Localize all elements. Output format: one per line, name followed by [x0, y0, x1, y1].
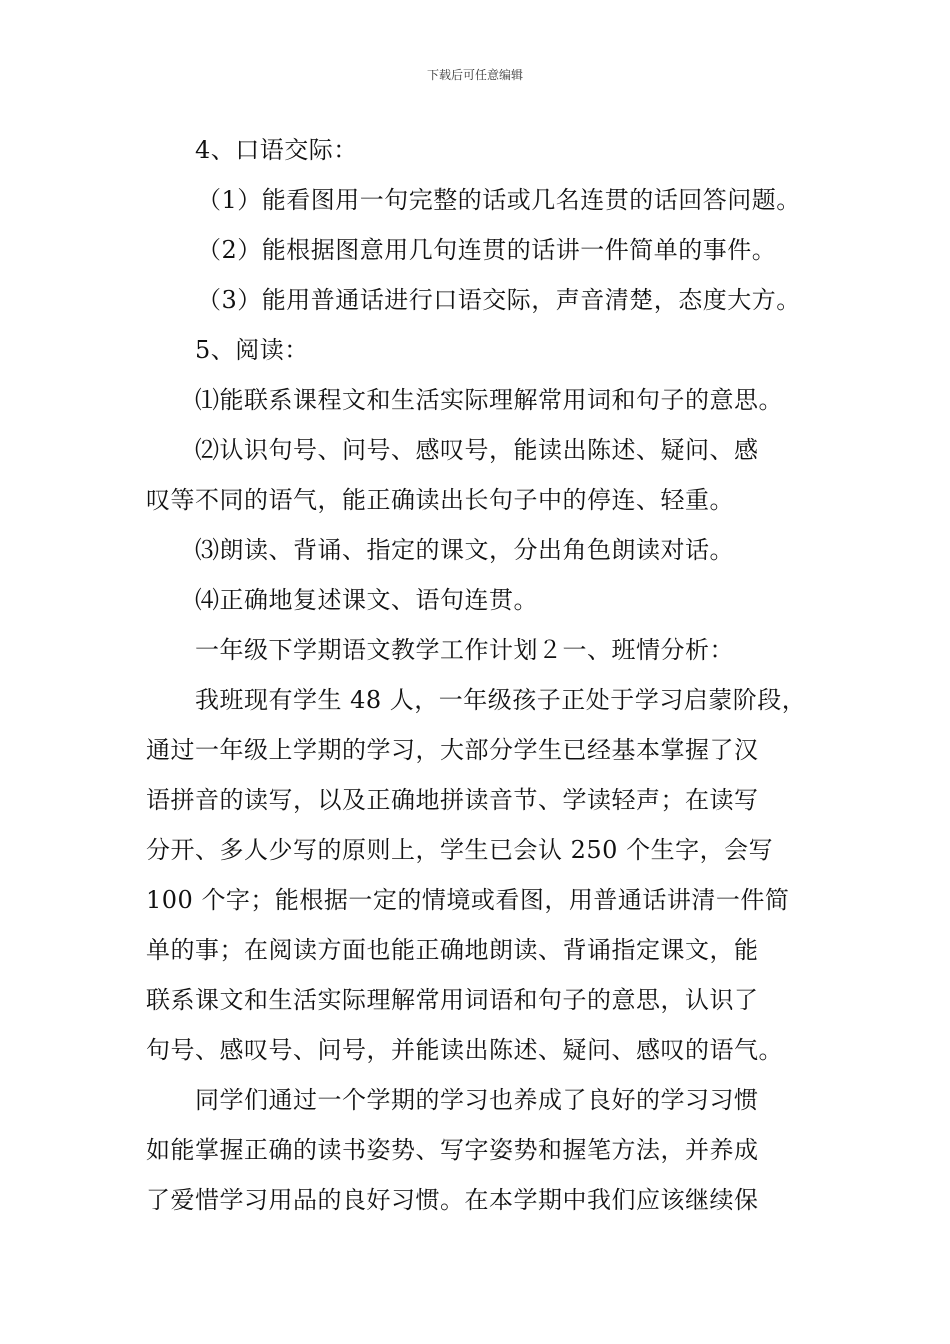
section-heading-speaking: 4、口语交际：	[195, 136, 358, 164]
paragraph-line: ⑷正确地复述课文、语句连贯。	[195, 586, 538, 614]
paragraph-line: 句号、感叹号、问号，并能读出陈述、疑问、感叹的语气。	[146, 1036, 783, 1064]
paragraph-line: 通过一年级上学期的学习，大部分学生已经基本掌握了汉	[146, 736, 759, 764]
paragraph-line: （1）能看图用一句完整的话或几名连贯的话回答问题。	[197, 186, 801, 214]
page-header-note: 下载后可任意编辑	[426, 68, 523, 82]
paragraph-line: （2）能根据图意用几句连贯的话讲一件简单的事件。	[197, 236, 777, 264]
section-heading-reading: 5、阅读：	[195, 336, 309, 364]
paragraph-line: 我班现有学生 48 人，一年级孩子正处于学习启蒙阶段，	[195, 686, 807, 714]
paragraph-line: 联系课文和生活实际理解常用词语和句子的意思，认识了	[146, 986, 759, 1014]
paragraph-line: 语拼音的读写，以及正确地拼读音节、学读轻声；在读写	[146, 786, 759, 814]
paragraph-line: 如能掌握正确的读书姿势、写字姿势和握笔方法，并养成	[146, 1136, 759, 1164]
paragraph-line: 了爱惜学习用品的良好习惯。在本学期中我们应该继续保	[146, 1186, 759, 1214]
paragraph-line: ⑴能联系课程文和生活实际理解常用词和句子的意思。	[195, 386, 783, 414]
paragraph-line: 同学们通过一个学期的学习也养成了良好的学习习惯	[195, 1086, 759, 1114]
paragraph-line: （3）能用普通话进行口语交际，声音清楚，态度大方。	[197, 286, 801, 314]
paragraph-line: 分开、多人少写的原则上，学生已会认 250 个生字，会写	[146, 836, 774, 864]
paragraph-line: 100 个字；能根据一定的情境或看图，用普通话讲清一件简	[146, 886, 790, 914]
paragraph-line: 单的事；在阅读方面也能正确地朗读、背诵指定课文，能	[146, 936, 759, 964]
section-title-plan-2: 一年级下学期语文教学工作计划２一、班情分析：	[195, 636, 734, 664]
paragraph-line: ⑶朗读、背诵、指定的课文，分出角色朗读对话。	[195, 536, 734, 564]
paragraph-line: 叹等不同的语气，能正确读出长句子中的停连、轻重。	[146, 486, 734, 514]
paragraph-line: ⑵认识句号、问号、感叹号，能读出陈述、疑问、感	[195, 436, 759, 464]
